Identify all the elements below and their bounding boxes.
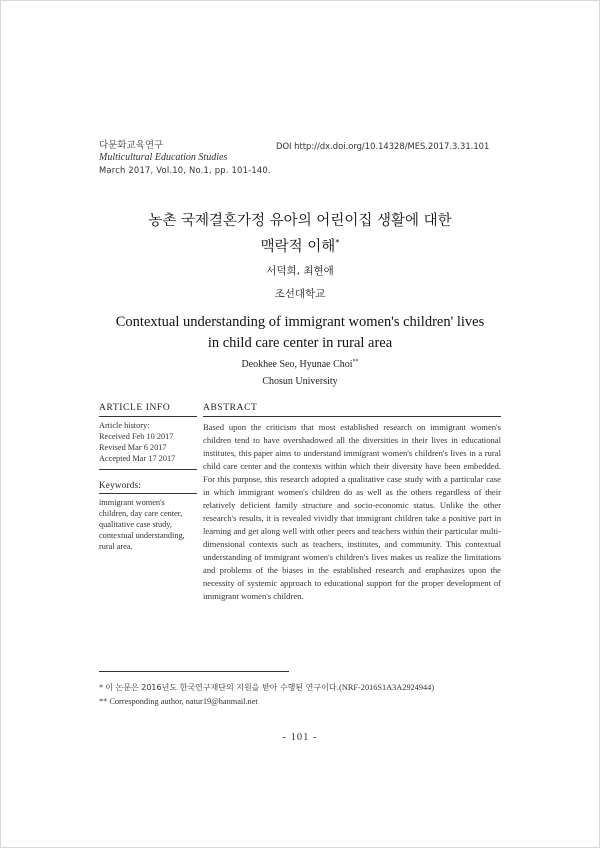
abstract-heading: ABSTRACT (203, 402, 501, 417)
keyword-line: qualitative case study, (99, 520, 172, 529)
keyword-line: contextual understanding, (99, 531, 185, 540)
title-english-line2: in child care center in rural area (207, 335, 393, 351)
keywords-list (99, 494, 197, 552)
keyword-line: children, day care center, (99, 509, 183, 518)
keyword-line: rural area. (99, 542, 133, 551)
article-info-heading: ARTICLE INFO (99, 402, 197, 417)
journal-issue: March 2017, Vol.10, No.1, pp. 101-140. (99, 165, 271, 175)
footnote-divider (99, 671, 289, 672)
abstract-section (203, 402, 501, 603)
title-korean (0, 211, 600, 258)
affiliation-korean: 조선대학교 (274, 288, 326, 300)
title-korean-line1: 농촌 국제결혼가정 유아의 어린이집 생활에 대한 (148, 213, 452, 229)
article-history (99, 417, 197, 470)
abstract-body: Based upon the criticism that most established research on immigrant women's children tend to have overshadowed all the diversities in their lives in educational institutes, this paper aims to understand immigrant women's children's lives in a rural child care center and the contexts within which their diversity have been embedded. For this purpose, this research adopted a qualitative case study with a particular case in which immigrant women's children do as well as the others regardless of their relatively deficient family structure and socio-economic status. Unlike the other research's results, it is revealed vividly that immigrant children take a positive part in learning and get along well with other peers and teachers within their particular multi-dimensional contexts such as teachers, institutes, and community. This contextual understanding of immigrant women's children's lives makes us realize the limitations and problems of the biases in the established research and emphasizes upon the necessity of systemic approach to educational support for the proper development of immigrant women's children. (203, 422, 501, 601)
doi-link[interactable]: DOI http://dx.doi.org/10.14328/MES.2017.3.31.101 (276, 141, 490, 151)
history-received: Received Feb 10 2017 (99, 432, 174, 441)
authors-english-names: Deokhee Seo, Hyunae Choi (241, 359, 353, 370)
authors-korean: 서덕희, 최현애 (266, 265, 334, 277)
title-footnote-mark: * (335, 238, 340, 247)
title-korean-line2-text: 맥락적 이해 (260, 239, 336, 255)
journal-name-english: Multicultural Education Studies (99, 152, 228, 163)
keyword-line: immigrant women's (99, 498, 165, 507)
title-english (0, 312, 600, 354)
footnote-grant-number: (NRF-2016S1A3A2924944) (339, 683, 435, 692)
footnote-funding (99, 681, 519, 695)
author-footnote-mark: ** (352, 359, 359, 365)
title-english-line1: Contextual understanding of immigrant women's children' lives (115, 314, 485, 330)
title-korean-line2 (0, 232, 600, 258)
footnote-funding-text: 이 논문은 2016년도 한국연구재단의 지원을 받아 수행된 연구이다. (105, 683, 340, 692)
footnote-funding-mark: * (99, 683, 104, 692)
affiliation-english: Chosun University (262, 376, 338, 387)
footnote-corresponding-author: ** Corresponding author, natur19@hanmail.net (99, 697, 258, 706)
page-number: - 101 - (282, 732, 318, 743)
authors-english (0, 359, 600, 370)
article-info (99, 402, 197, 552)
history-revised: Revised Mar 6 2017 (99, 443, 167, 452)
journal-name-korean: 다문화교육연구 (99, 140, 164, 151)
keywords-heading: Keywords: (99, 479, 197, 494)
history-label: Article history: (99, 421, 150, 430)
history-accepted: Accepted Mar 17 2017 (99, 454, 176, 463)
footnotes (99, 681, 519, 709)
